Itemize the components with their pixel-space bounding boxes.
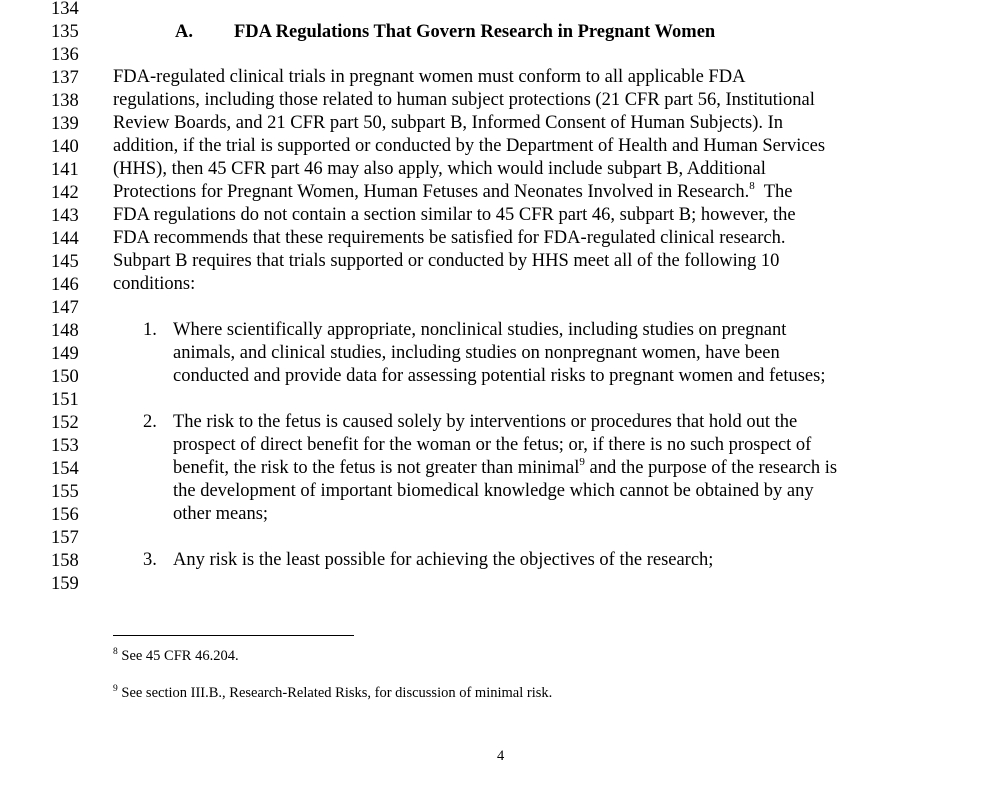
list-line: other means;: [173, 504, 269, 524]
line-number: 154: [51, 459, 79, 479]
line-number: 157: [51, 528, 79, 548]
footnote-ref-8[interactable]: 8: [749, 179, 755, 192]
list-number: 3.: [143, 550, 157, 570]
section-heading: FDA Regulations That Govern Research in Pregnant Women: [234, 22, 716, 42]
paragraph-line: FDA regulations do not contain a section similar to 45 CFR part 46, subpart B; however, the: [113, 205, 796, 225]
paragraph-line: regulations, including those related to human subject protections (21 CFR part 56, Institutional: [113, 90, 815, 110]
list-number: 1.: [143, 320, 157, 340]
paragraph-line: conditions:: [113, 274, 196, 294]
paragraph-text: Protections for Pregnant Women, Human Fetuses and Neonates Involved in Research.: [113, 182, 750, 202]
footnote-text: See section III.B., Research-Related Risks, for discussion of minimal risk.: [117, 685, 553, 701]
line-number: 156: [51, 505, 79, 525]
paragraph-line: Review Boards, and 21 CFR part 50, subpart B, Informed Consent of Human Subjects). In: [113, 113, 784, 133]
line-number: 144: [51, 229, 79, 249]
line-number: 139: [51, 114, 79, 134]
list-line: Any risk is the least possible for achieving the objectives of the research;: [173, 550, 714, 570]
list-line: the development of important biomedical knowledge which cannot be obtained by any: [173, 481, 814, 501]
footnote-mark: 9: [113, 684, 118, 695]
line-number: 152: [51, 413, 79, 433]
line-number: 142: [51, 183, 79, 203]
footnote-text: See 45 CFR 46.204.: [117, 648, 239, 664]
footnote-8: [113, 647, 239, 665]
line-number: 153: [51, 436, 79, 456]
line-number: 155: [51, 482, 79, 502]
line-number: 137: [51, 68, 79, 88]
line-number: 136: [51, 45, 79, 65]
line-number: 146: [51, 275, 79, 295]
paragraph-line: [113, 181, 792, 204]
list-text: benefit, the risk to the fetus is not greater than minimal: [173, 458, 580, 478]
footnote-mark: 8: [113, 647, 118, 658]
paragraph-text: The: [754, 182, 793, 202]
line-number: 140: [51, 137, 79, 157]
line-number: 135: [51, 22, 79, 42]
footnote-ref-9[interactable]: 9: [579, 455, 585, 468]
line-number: 134: [51, 0, 79, 19]
paragraph-line: Subpart B requires that trials supported or conducted by HHS meet all of the following 10: [113, 251, 780, 271]
line-number: 141: [51, 160, 79, 180]
list-line: prospect of direct benefit for the woman or the fetus; or, if there is no such prospect of: [173, 435, 812, 455]
list-text: and the purpose of the research is: [584, 458, 838, 478]
line-number: 150: [51, 367, 79, 387]
list-line: animals, and clinical studies, including studies on nonpregnant women, have been: [173, 343, 780, 363]
list-line: Where scientifically appropriate, nonclinical studies, including studies on pregnant: [173, 320, 787, 340]
line-number: 138: [51, 91, 79, 111]
paragraph-line: (HHS), then 45 CFR part 46 may also apply, which would include subpart B, Additional: [113, 159, 766, 179]
list-number: 2.: [143, 412, 157, 432]
list-line: The risk to the fetus is caused solely by interventions or procedures that hold out the: [173, 412, 798, 432]
list-line: [173, 457, 837, 480]
line-number: 151: [51, 390, 79, 410]
paragraph-line: FDA recommends that these requirements be satisfied for FDA-regulated clinical research.: [113, 228, 786, 248]
paragraph-line: FDA-regulated clinical trials in pregnant women must conform to all applicable FDA: [113, 67, 746, 87]
line-number: 158: [51, 551, 79, 571]
line-number: 145: [51, 252, 79, 272]
footnote-9: [113, 684, 552, 702]
line-number: 149: [51, 344, 79, 364]
footnote-separator: [113, 635, 354, 636]
line-number: 148: [51, 321, 79, 341]
section-letter: A.: [175, 22, 193, 42]
page-number: 4: [497, 748, 505, 764]
line-number: 147: [51, 298, 79, 318]
line-number: 143: [51, 206, 79, 226]
paragraph-line: addition, if the trial is supported or conducted by the Department of Health and Human Services: [113, 136, 826, 156]
list-line: conducted and provide data for assessing potential risks to pregnant women and fetuses;: [173, 366, 826, 386]
line-number: 159: [51, 574, 79, 594]
